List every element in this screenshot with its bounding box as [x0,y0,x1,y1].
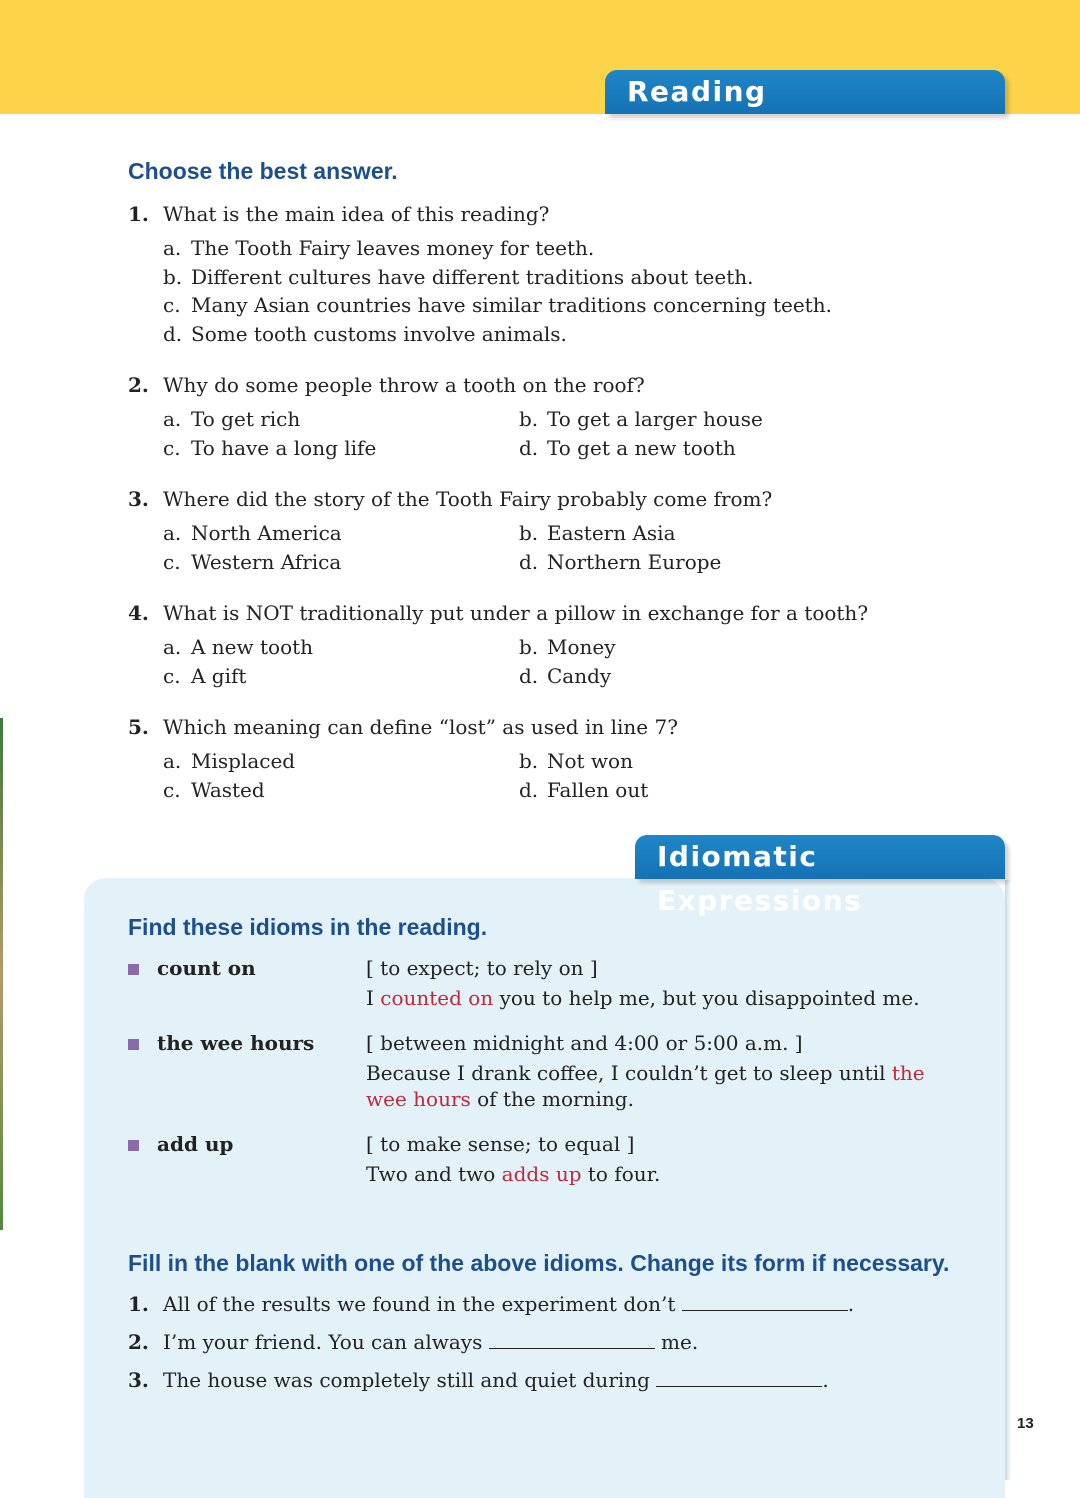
option-text: Eastern Asia [547,521,676,545]
fill-item-1 [128,1292,854,1316]
option-text: Not won [547,749,633,773]
fill-text: me. [654,1330,699,1354]
option-5a [163,749,295,773]
option-text: Different cultures have different traditions about teeth. [191,265,754,289]
option-text: Money [547,635,616,659]
idioms-heading: Find these idioms in the reading. [128,914,488,940]
example-text: Because I drank coffee, I couldn’t get to sleep until [366,1061,892,1085]
fill-item-3 [128,1368,829,1392]
option-letter: b. [519,749,539,773]
option-text: Western Africa [191,550,342,574]
fill-text: . [822,1368,829,1392]
idiom-example [366,1060,946,1112]
option-1a [163,236,594,260]
option-1c [163,293,832,317]
option-text: A new tooth [191,635,314,659]
answer-blank[interactable] [489,1330,655,1349]
option-2d [519,436,736,460]
bullet-icon [128,964,139,975]
option-text: Northern Europe [547,550,722,574]
question-number: 3. [128,487,149,511]
option-text: To get a new tooth [547,436,736,460]
option-letter: d. [519,778,539,802]
question-number: 2. [128,373,149,397]
option-4d [519,664,611,688]
question-number: 1. [128,202,149,226]
option-3b [519,521,676,545]
section-heading: Choose the best answer. [128,158,398,184]
question-text: Why do some people throw a tooth on the roof? [163,373,645,397]
idiom-definition: [ to make sense; to equal ] [366,1132,635,1156]
option-letter: a. [163,749,182,773]
option-text: Many Asian countries have similar traditions concerning teeth. [191,293,832,317]
option-5c [163,778,265,802]
option-letter: d. [519,550,539,574]
option-letter: b. [519,521,539,545]
option-letter: c. [163,778,181,802]
option-letter: c. [163,293,181,317]
option-letter: b. [519,635,539,659]
photo-edge-strip [0,718,3,1230]
bullet-icon [128,1039,139,1050]
option-4c [163,664,246,688]
question-number: 4. [128,601,149,625]
option-text: Candy [547,664,612,688]
option-3c [163,550,341,574]
option-letter: a. [163,236,182,260]
idiom-definition: [ between midnight and 4:00 or 5:00 a.m. ] [366,1031,803,1055]
question-text: Where did the story of the Tooth Fairy probably come from? [163,487,773,511]
option-text: Some tooth customs involve animals. [191,322,567,346]
option-text: Fallen out [547,778,649,802]
idiom-highlight: counted on [380,986,494,1010]
example-text: you to help me, but you disappointed me. [493,986,920,1010]
example-text: I [366,986,381,1010]
tab-label: Idiomatic Expressions [657,840,863,917]
fill-item-2 [128,1330,698,1354]
example-text: of the morning. [470,1087,634,1111]
option-letter: a. [163,407,182,431]
option-3a [163,521,342,545]
option-text: The Tooth Fairy leaves money for teeth. [191,236,595,260]
option-letter: c. [163,664,181,688]
idiomatic-expressions-tab [635,835,1005,917]
option-letter: b. [519,407,539,431]
option-4b [519,635,616,659]
option-5b [519,749,633,773]
option-5d [519,778,648,802]
idiom-example [366,1161,946,1187]
option-2b [519,407,763,431]
idiom-highlight: adds up [501,1162,582,1186]
answer-blank[interactable] [656,1368,822,1387]
idiom-term: count on [157,956,256,980]
option-letter: b. [163,265,183,289]
option-1b [163,265,754,289]
option-1d [163,322,567,346]
fill-number: 2. [128,1330,149,1354]
idiom-term: add up [157,1132,234,1156]
bullet-icon [128,1140,139,1151]
option-text: North America [191,521,342,545]
option-4a [163,635,313,659]
question-text: What is the main idea of this reading? [163,202,550,226]
option-letter: a. [163,635,182,659]
idiom-term: the wee hours [157,1031,315,1055]
option-letter: d. [163,322,183,346]
answer-blank[interactable] [682,1292,848,1311]
fill-text: I’m your friend. You can always [163,1330,489,1354]
reading-comprehension-tab [605,70,1005,152]
option-letter: a. [163,521,182,545]
option-text: To get a larger house [547,407,763,431]
option-text: To get rich [191,407,301,431]
fill-text: The house was completely still and quiet during [163,1368,657,1392]
fill-heading: Fill in the blank with one of the above idioms. Change its form if necessary. [128,1250,950,1276]
option-text: A gift [191,664,247,688]
option-letter: c. [163,550,181,574]
question-number: 5. [128,715,149,739]
fill-number: 1. [128,1292,149,1316]
panel-shadow [1005,880,1011,1480]
option-2c [163,436,376,460]
option-text: Misplaced [191,749,296,773]
page-number: 13 [1017,1415,1034,1432]
question-text: What is NOT traditionally put under a pillow in exchange for a tooth? [163,601,869,625]
tab-label: Reading Comprehension [627,75,893,152]
question-text: Which meaning can define “lost” as used in line 7? [163,715,678,739]
option-2a [163,407,300,431]
example-text: to four. [581,1162,661,1186]
idiom-highlight: the wee hours [366,1061,925,1111]
idiom-example [366,985,946,1011]
fill-number: 3. [128,1368,149,1392]
option-text: To have a long life [191,436,377,460]
option-letter: d. [519,664,539,688]
option-text: Wasted [191,778,265,802]
fill-text: All of the results we found in the experiment don’t [163,1292,682,1316]
option-letter: d. [519,436,539,460]
example-text: Two and two [366,1162,502,1186]
idiom-definition: [ to expect; to rely on ] [366,956,598,980]
option-letter: c. [163,436,181,460]
option-3d [519,550,721,574]
fill-text: . [847,1292,855,1316]
